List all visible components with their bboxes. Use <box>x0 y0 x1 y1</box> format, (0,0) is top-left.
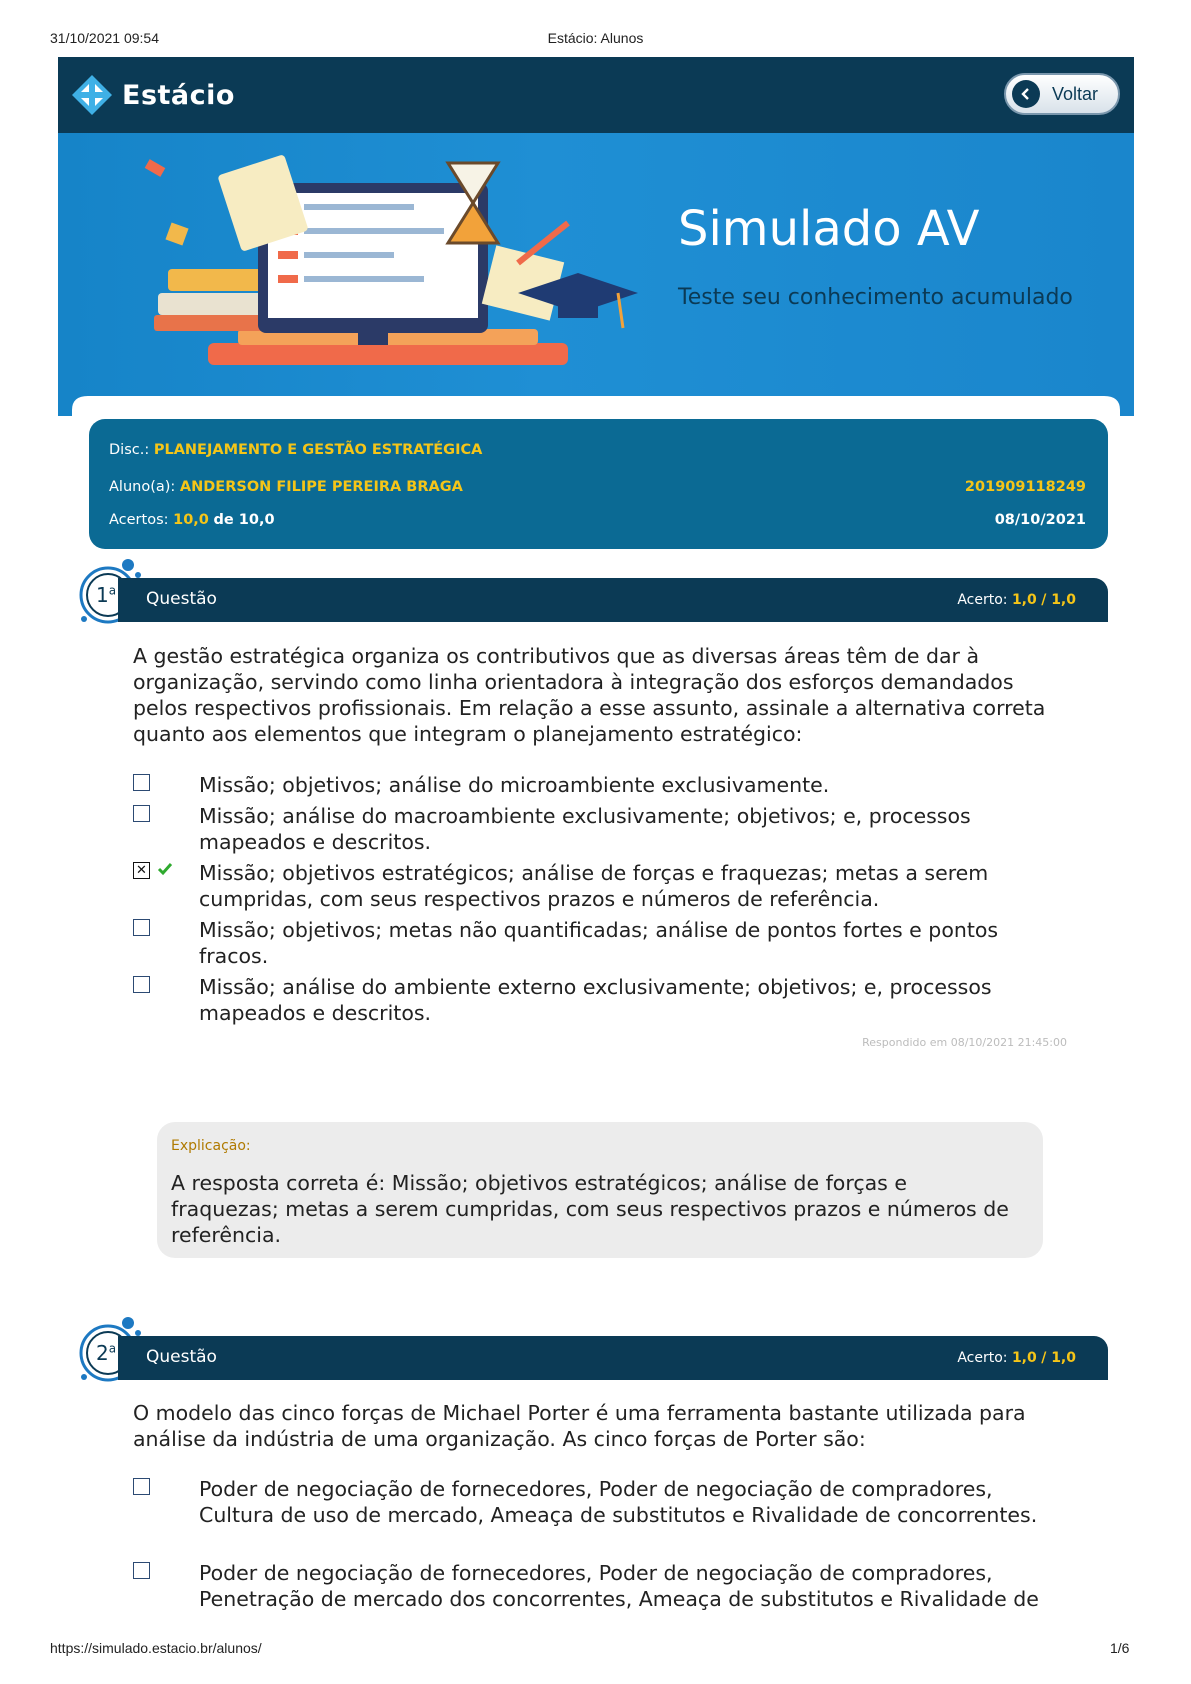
back-button-label: Voltar <box>1052 83 1099 104</box>
exam-info-card <box>89 419 1108 549</box>
question-label: Questão <box>146 1347 217 1367</box>
question-1-text: A gestão estratégica organiza os contributivos que as diversas áreas têm de dar à organização, servindo como linha orientadora à integração dos esforços demandados pelos respectivos profissionais. Em relação a esse assunto, assinale a alternativa correta quanto aos elementos que integram o planejamento estratégico: <box>133 644 1046 746</box>
option-text: Missão; objetivos estratégicos; análise de forças e fraquezas; metas a serem cumpridas, com seus respectivos prazos e números de referência. <box>199 861 989 911</box>
option-text: Poder de negociação de fornecedores, Poder de negociação de compradores, Cultura de uso de mercado, Ameaça de substitutos e Rivalidade de concorrentes. <box>199 1477 1038 1527</box>
print-page-number: 1/6 <box>1110 1640 1130 1656</box>
banner-subtitle: Teste seu conhecimento acumulado <box>678 285 1073 310</box>
explanation-box <box>157 1122 1043 1258</box>
print-page-title: Estácio: Alunos <box>547 30 644 46</box>
option-text: Missão; objetivos; metas não quantificadas; análise de pontos fortes e pontos fracos. <box>199 918 999 968</box>
back-button[interactable] <box>1004 73 1120 115</box>
option-checkbox[interactable] <box>133 976 150 993</box>
banner-title: Simulado AV <box>678 201 980 257</box>
hero-banner <box>58 133 1134 415</box>
discipline-value: PLANEJAMENTO E GESTÃO ESTRATÉGICA <box>153 442 483 458</box>
option-text: Missão; análise do ambiente externo exclusivamente; objetivos; e, processos mapeados e descritos. <box>199 975 992 1025</box>
study-illustration <box>98 143 658 403</box>
question-label: Questão <box>146 589 217 609</box>
question-score: Acerto: 1,0 / 1,0 <box>957 592 1076 608</box>
option-checkbox[interactable] <box>133 774 150 791</box>
question-2-header <box>118 1336 1108 1380</box>
estacio-logo-icon <box>70 73 114 117</box>
option-checkbox[interactable] <box>133 919 150 936</box>
answered-timestamp: Respondido em 08/10/2021 21:45:00 <box>862 1036 1067 1049</box>
student-name: ANDERSON FILIPE PEREIRA BRAGA <box>179 479 463 495</box>
option-text: Poder de negociação de fornecedores, Poder de negociação de compradores, Penetração de mercado dos concorrentes, Ameaça de substitutos e Rivalidade de <box>199 1561 1039 1611</box>
student-label: Aluno(a): <box>109 479 176 495</box>
explanation-text: A resposta correta é: Missão; objetivos estratégicos; análise de forças e fraquezas; metas a serem cumpridas, com seus respectivos prazos e números de referência. <box>171 1171 1009 1247</box>
question-number-1: 1$^a$ <box>96 583 117 607</box>
question-number-2: 2$^a$ <box>96 1341 117 1365</box>
brand-name: Estácio <box>122 79 235 111</box>
option-checkbox[interactable] <box>133 1478 150 1495</box>
chevron-left-icon <box>1012 80 1040 108</box>
brand-logo[interactable] <box>70 73 235 117</box>
student-id: 201909118249 <box>964 479 1086 495</box>
explanation-label: Explicação: <box>171 1138 251 1154</box>
print-datetime: 31/10/2021 09:54 <box>50 30 159 46</box>
top-bar <box>58 57 1134 133</box>
print-url: https://simulado.estacio.br/alunos/ <box>50 1640 262 1656</box>
option-text: Missão; análise do macroambiente exclusivamente; objetivos; e, processos mapeados e descritos. <box>199 804 971 854</box>
score-value: 10,0 <box>173 512 209 528</box>
exam-date: 08/10/2021 <box>994 512 1086 528</box>
score-total: de 10,0 <box>213 512 275 528</box>
option-text: Missão; objetivos; análise do microambiente exclusivamente. <box>199 773 830 797</box>
score-row <box>109 512 1086 528</box>
question-2-text: O modelo das cinco forças de Michael Porter é uma ferramenta bastante utilizada para análise da indústria de uma organização. As cinco forças de Porter são: <box>133 1401 1026 1451</box>
discipline-label: Disc.: <box>109 442 150 458</box>
option-checkbox[interactable] <box>133 805 150 822</box>
option-checkbox-checked[interactable]: ✕ <box>133 862 150 879</box>
question-score: Acerto: 1,0 / 1,0 <box>957 1350 1076 1366</box>
check-icon <box>157 861 173 877</box>
score-label: Acertos: <box>109 512 169 528</box>
option-checkbox[interactable] <box>133 1562 150 1579</box>
question-1-header <box>118 578 1108 622</box>
discipline-row <box>109 442 1086 458</box>
student-row <box>109 479 1086 495</box>
